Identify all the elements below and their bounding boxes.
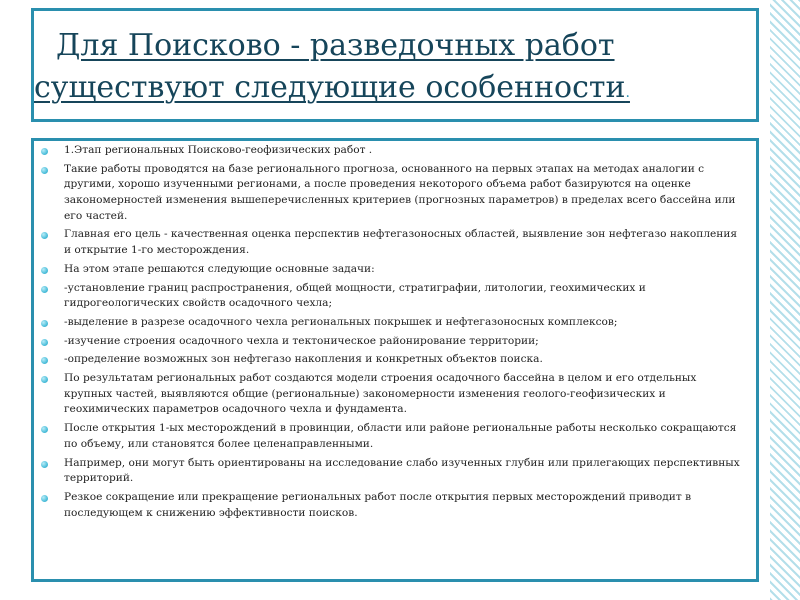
bullet-icon: [41, 426, 48, 433]
bullet-icon: [41, 148, 48, 155]
list-item: [34, 281, 756, 312]
list-item: [34, 227, 756, 258]
list-item-text: -изучение строения осадочного чехла и тектоническое районирование территории;: [64, 334, 539, 347]
bullet-icon: [41, 232, 48, 239]
list-item-text: -определение возможных зон нефтегазо накопления и конкретных объектов поиска.: [64, 353, 543, 366]
bullet-icon: [41, 339, 48, 346]
list-item: [34, 162, 756, 224]
bullet-icon: [41, 461, 48, 468]
list-item-text: После открытия 1-ых месторождений в провинции, области или районе региональные работы несколько сокращаются по объему, или становятся более целенаправленными.: [64, 422, 737, 450]
bullet-icon: [41, 357, 48, 364]
list-item-text: По результатам региональных работ создаются модели строения осадочного бассейна в целом и его отдельных крупных частей, выявляются общие (региональные) закономерности изменения геолого-геофизических и геохимических параметров осадочного чехла и фундамента.: [64, 372, 697, 416]
list-item: [34, 490, 756, 521]
bullet-icon: [41, 376, 48, 383]
list-item: [34, 371, 756, 418]
title-line-1: Для Поисково - разведочных работ: [56, 28, 615, 63]
list-item: [34, 352, 756, 368]
bullet-icon: [41, 320, 48, 327]
list-item-text: -установление границ распространения, общей мощности, стратиграфии, литологии, геохимических и гидрогеологических свойств осадочного чехла;: [64, 281, 646, 310]
list-item-text: 1.Этап региональных Поисково-геофизических работ .: [64, 144, 373, 156]
list-item-text: На этом этапе решаются следующие основные задачи:: [64, 262, 375, 275]
list-item: [34, 143, 756, 159]
list-item: [34, 262, 756, 278]
content-box: [31, 138, 759, 582]
list-item: [34, 421, 756, 452]
list-item-text: Например, они могут быть ориентированы на исследование слабо изученных глубин или прилегающих перспективных территорий.: [64, 456, 740, 485]
list-item: [34, 334, 756, 350]
title-box: [31, 8, 759, 122]
bullet-icon: [41, 495, 48, 502]
list-item: [34, 315, 756, 331]
decorative-stripes: [770, 0, 800, 600]
slide-title: [34, 25, 762, 114]
list-item-text: -выделение в разрезе осадочного чехла региональных покрышек и нефтегазоносных комплексов;: [64, 315, 618, 328]
title-line-2: существуют следующие особенности: [34, 70, 626, 105]
bullet-list: [34, 141, 756, 524]
list-item: [34, 456, 756, 487]
bullet-icon: [41, 167, 48, 174]
list-item-text: Резкое сокращение или прекращение региональных работ после открытия первых месторождений приводит в последующем к снижению эффективности поисков.: [64, 490, 692, 519]
bullet-icon: [41, 267, 48, 274]
list-item-text: Главная его цель - качественная оценка перспектив нефтегазоносных областей, выявление зон нефтегазо накопления и открытие 1-го месторождения.: [64, 228, 738, 256]
title-trailing-dot: .: [625, 85, 630, 101]
list-item-text: Такие работы проводятся на базе регионального прогноза, основанного на первых этапах на методах аналогии с другими, хорошо изученными регионами, а после проведения некоторого объема работ базируются на оценке закономерностей изменения вышеперечисленных критериев (прогнозных параметров) в пределах всего бассейна или его частей.: [64, 162, 736, 222]
title-line-2-wrap: [34, 67, 762, 114]
bullet-icon: [41, 286, 48, 293]
